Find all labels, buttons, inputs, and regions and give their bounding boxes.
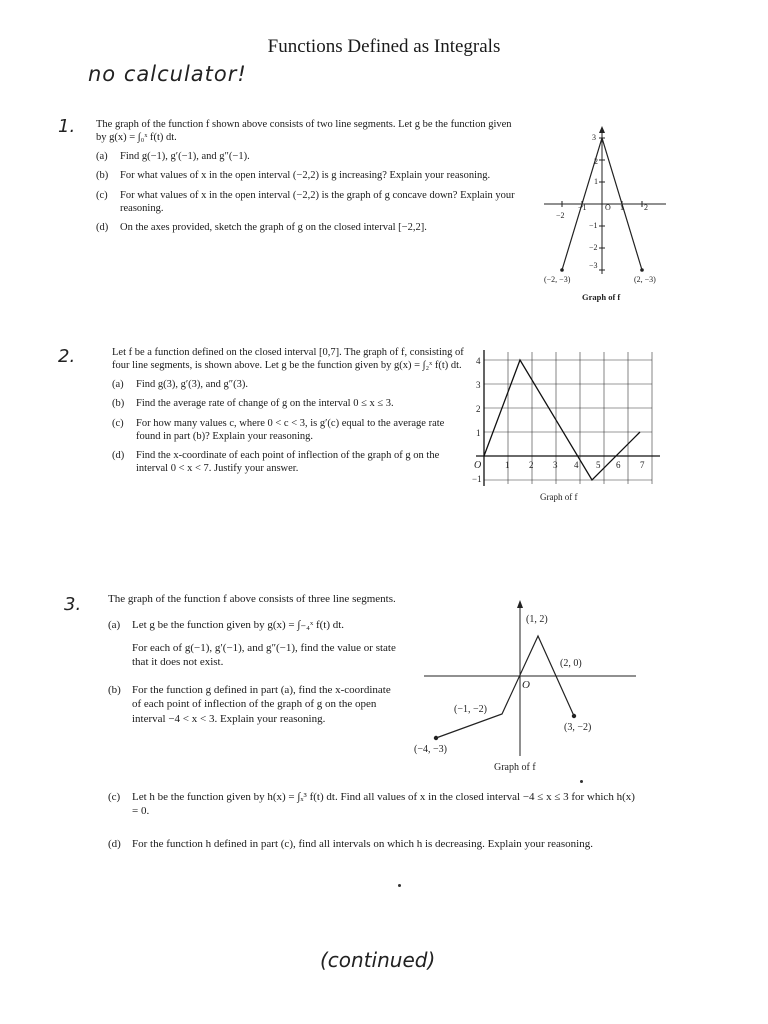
y-tick-label: 2 bbox=[594, 157, 598, 166]
problem-3-intro: The graph of the function f above consists of three line segments. bbox=[108, 593, 396, 605]
y-tick-label: 2 bbox=[476, 404, 481, 414]
endpoint-right bbox=[640, 268, 644, 272]
problem-2-intro: Let f be a function defined on the closed interval [0,7]. The graph of f, consisting of four line segments, is shown above. Let g be the function given by g(x) = ∫₂ˣ f(t) dt. bbox=[112, 347, 464, 372]
problem-3-part-c: (c) Let h be the function given by h(x) = ∫ₓ³ f(t) dt. Find all values of x in the closed interval −4 ≤ x ≤ 3 for which h(x) = 0. bbox=[108, 791, 635, 818]
continued-note: (continued) bbox=[320, 948, 436, 972]
x-tick-label: 5 bbox=[596, 460, 601, 470]
graph-of-f-line bbox=[436, 636, 574, 738]
point-label: (−4, −3) bbox=[414, 744, 447, 755]
y-tick-label: 4 bbox=[476, 356, 481, 366]
problem-2-part-c: (c) For how many values c, where 0 < c < 3, is g′(c) equal to the average rate found in part (b)? Explain your reasoning. bbox=[112, 417, 445, 442]
y-tick-label: 1 bbox=[594, 177, 598, 186]
problem-3-part-a-extra: For each of g(−1), g′(−1), and g″(−1), find the value or state that it does not exist. bbox=[132, 641, 396, 668]
graph-caption: Graph of f bbox=[494, 762, 536, 773]
graph-caption: Graph of f bbox=[540, 492, 578, 502]
problem-2-part-b: (b) Find the average rate of change of g on the interval 0 ≤ x ≤ 3. bbox=[112, 398, 394, 410]
origin-label: O bbox=[474, 460, 482, 471]
y-tick-label: −1 bbox=[589, 221, 598, 230]
x-tick-label: −1 bbox=[578, 203, 587, 212]
point-label: (−1, −2) bbox=[454, 704, 487, 715]
y-tick-label: 1 bbox=[476, 428, 481, 438]
x-tick-label: 4 bbox=[574, 460, 579, 470]
problem-1-part-c: (c) For what values of x in the open interval (−2,2) is the graph of g concave down? Explain your reasoning. bbox=[96, 189, 515, 214]
x-tick-label: −2 bbox=[556, 211, 565, 220]
problem-1-part-b: (b) For what values of x in the open interval (−2,2) is g increasing? Explain your reasoning. bbox=[96, 170, 491, 182]
problem-2-graph bbox=[466, 340, 666, 508]
problem-1-part-a: (a) Find g(−1), g′(−1), and g″(−1). bbox=[96, 151, 250, 163]
x-tick-label: 1 bbox=[620, 203, 624, 212]
problem-2-text bbox=[112, 346, 464, 475]
speck bbox=[580, 780, 583, 783]
speck bbox=[398, 884, 401, 887]
x-tick-label: 6 bbox=[616, 460, 621, 470]
problem-3-lower-text bbox=[108, 790, 638, 851]
problem-3-text bbox=[108, 592, 398, 726]
origin-label: O bbox=[605, 203, 611, 212]
x-tick-label: 3 bbox=[553, 460, 558, 470]
y-tick-label: −3 bbox=[589, 261, 598, 270]
endpoint-left bbox=[560, 268, 564, 272]
x-tick-label: 2 bbox=[529, 460, 534, 470]
endpoint-right bbox=[572, 714, 576, 718]
problem-1-part-d: (d) On the axes provided, sketch the graph of g on the closed interval [−2,2]. bbox=[96, 221, 427, 233]
y-tick-label: 3 bbox=[592, 133, 596, 142]
page-title: Functions Defined as Integrals bbox=[267, 36, 501, 57]
problem-3-number: 3. bbox=[64, 594, 82, 615]
y-tick-label: 3 bbox=[476, 380, 481, 390]
problem-1-graph bbox=[536, 124, 676, 310]
y-axis-arrow bbox=[599, 126, 605, 133]
point-label: (3, −2) bbox=[564, 722, 592, 733]
problem-2-number: 2. bbox=[58, 346, 76, 367]
y-axis-arrow bbox=[517, 600, 523, 608]
endpoint-left bbox=[434, 736, 438, 740]
point-label: (1, 2) bbox=[526, 614, 548, 625]
handwritten-note: no calculator! bbox=[88, 62, 247, 86]
problem-1-number: 1. bbox=[58, 116, 76, 137]
problem-3-part-d: (d) For the function h defined in part (c), find all intervals on which h is decreasing. Explain your reasoning. bbox=[108, 837, 593, 850]
point-label: (2, 0) bbox=[560, 658, 582, 669]
problem-3-part-a: (a) Let g be the function given by g(x) = ∫₋₄ˣ f(t) dt. bbox=[108, 619, 345, 632]
graph-caption: Graph of f bbox=[582, 292, 621, 302]
point-label-left: (−2, −3) bbox=[544, 275, 571, 284]
x-tick-label: 1 bbox=[505, 460, 510, 470]
problem-2-part-a: (a) Find g(3), g′(3), and g″(3). bbox=[112, 379, 248, 391]
problem-1-text bbox=[96, 118, 524, 234]
problem-1-intro: The graph of the function f shown above consists of two line segments. Let g be the function given by g(x) = ∫₀ˣ f(t) dt. bbox=[96, 119, 512, 144]
y-tick-label: −2 bbox=[589, 243, 598, 252]
origin-label: O bbox=[522, 679, 530, 691]
problem-3-graph bbox=[406, 598, 638, 776]
x-tick-label: 7 bbox=[640, 460, 645, 470]
x-tick-label: 2 bbox=[644, 203, 648, 212]
point-label-right: (2, −3) bbox=[634, 275, 656, 284]
y-tick-label: −1 bbox=[472, 474, 482, 484]
problem-2-part-d: (d) Find the x-coordinate of each point of inflection of the graph of g on the interval 0 < x < 7. Justify your answer. bbox=[112, 449, 440, 474]
problem-3-part-b: (b) For the function g defined in part (a), find the x-coordinate of each point of inflection of the graph of g on the open interval −4 < x < 3. Explain your reasoning. bbox=[108, 684, 391, 725]
